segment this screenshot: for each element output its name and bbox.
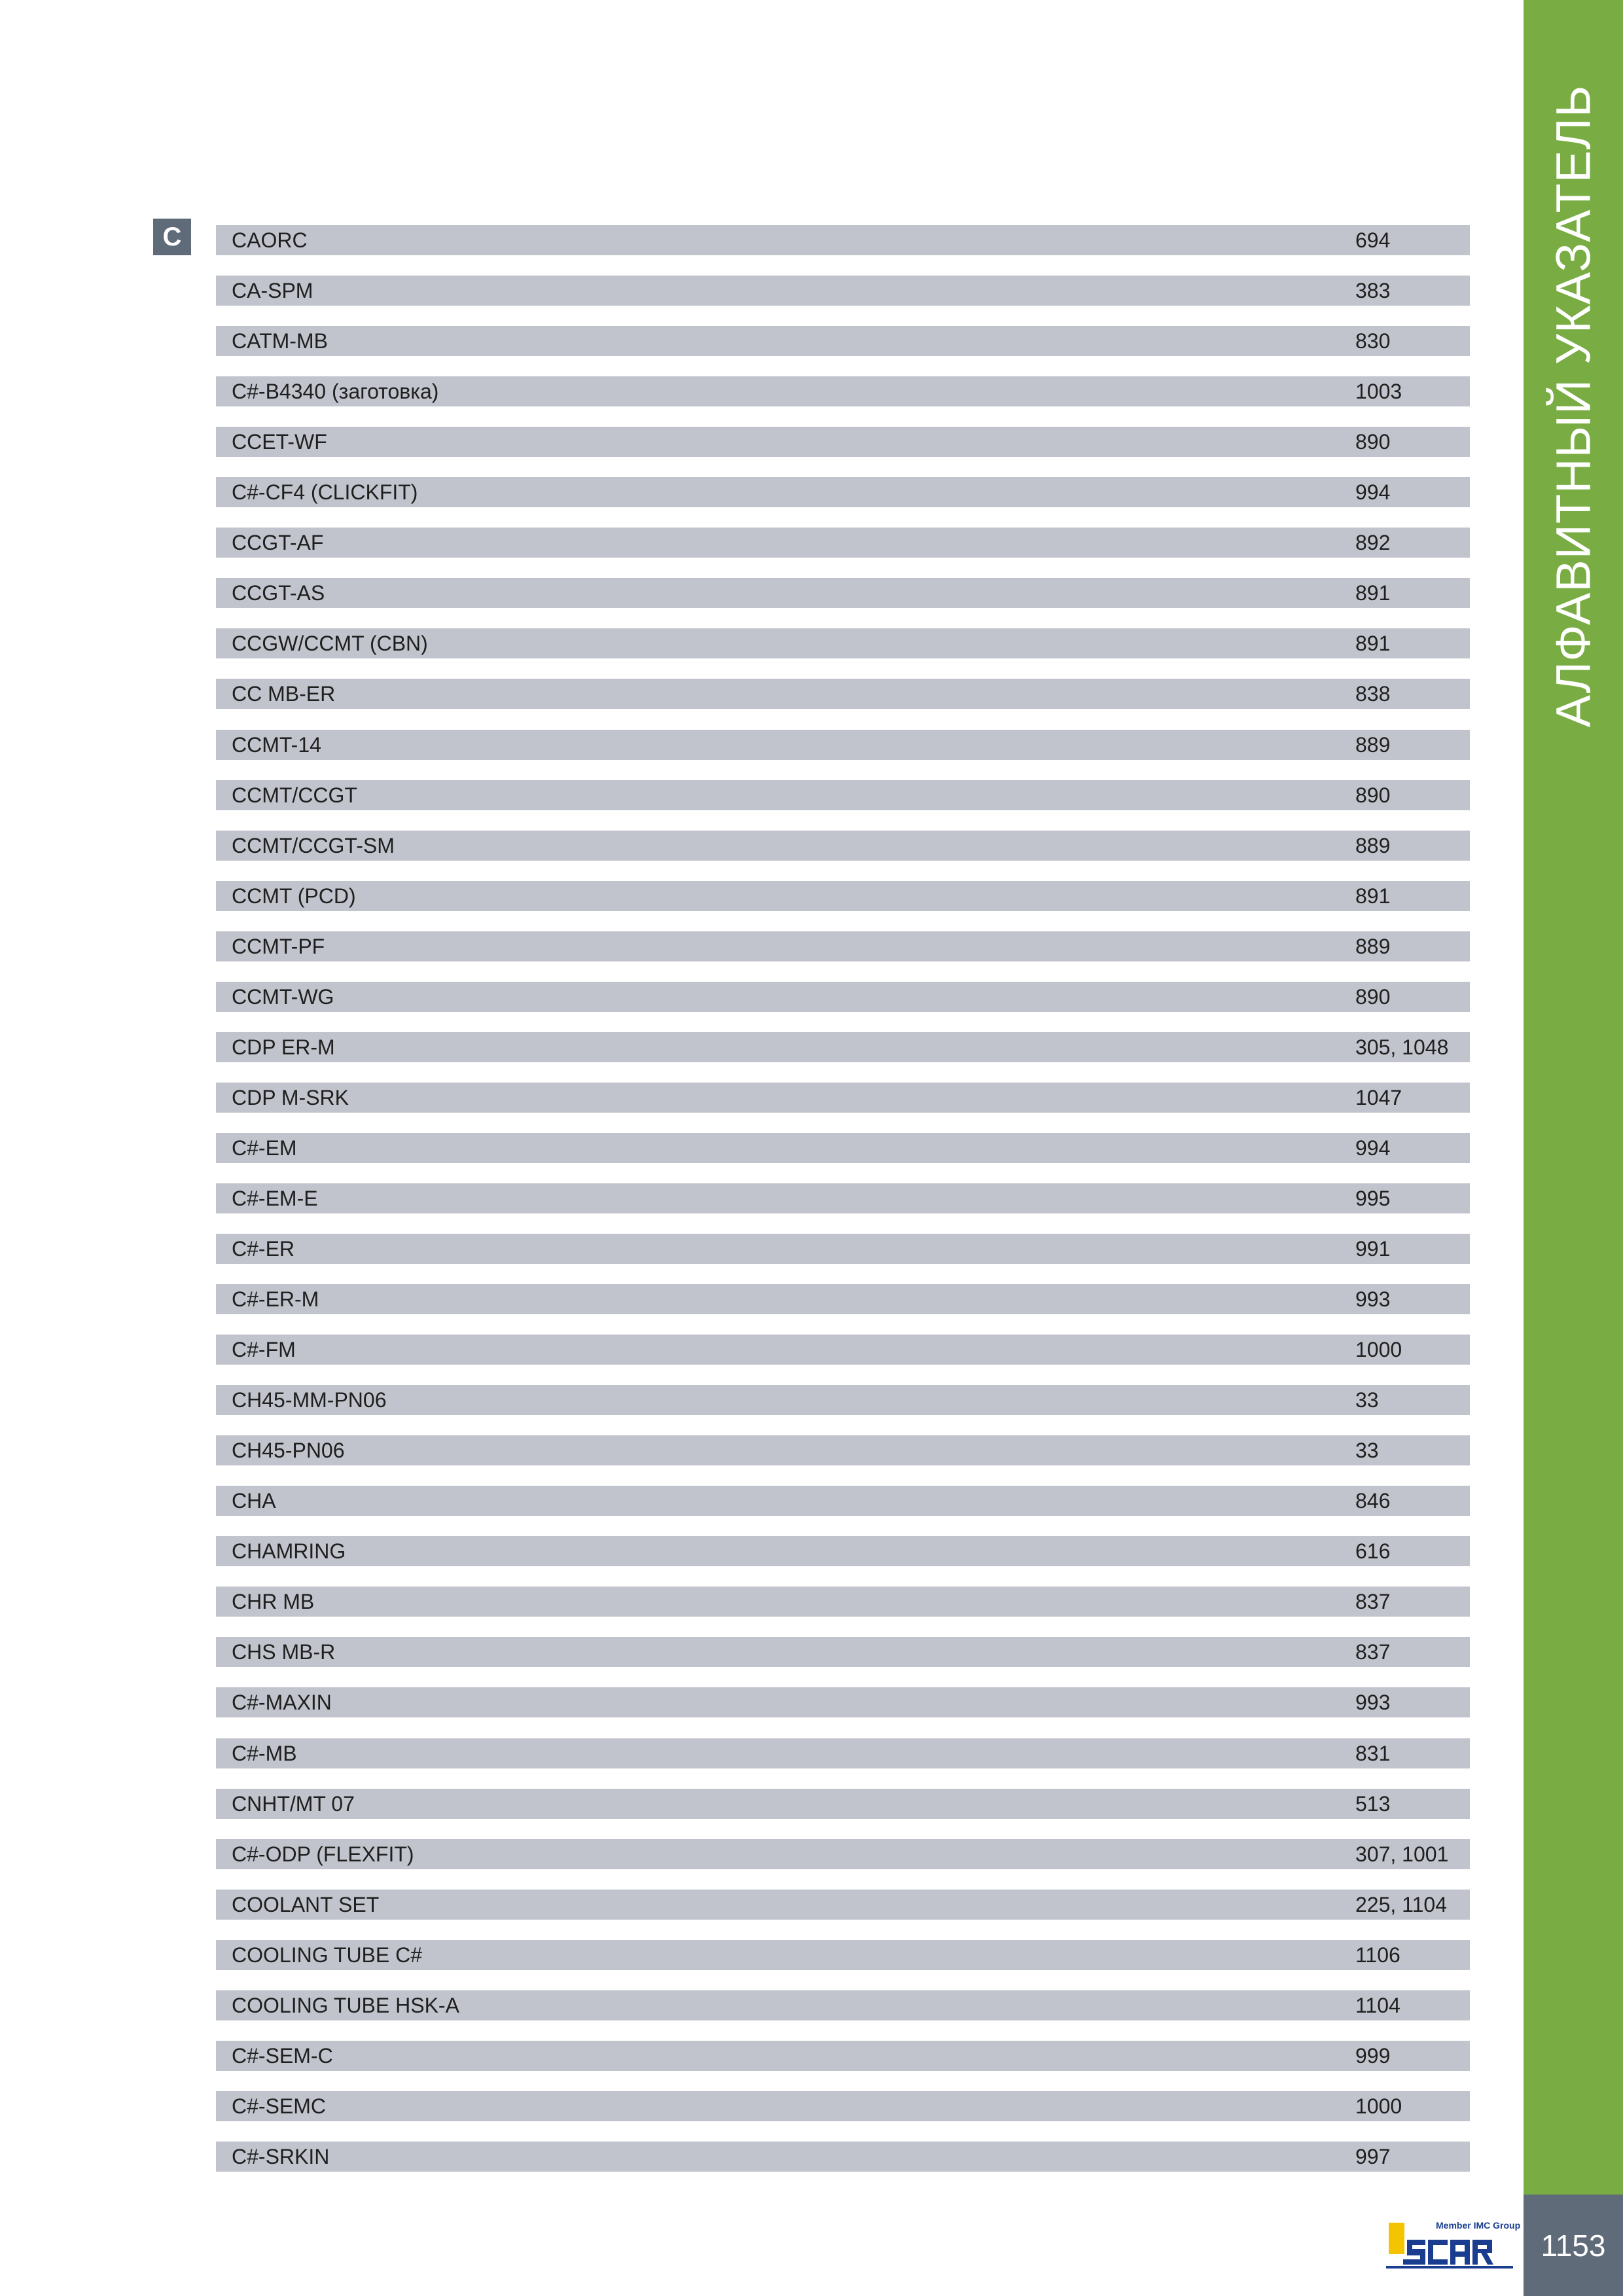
index-entry-name: CCMT/CCGT (232, 783, 357, 807)
index-entry-name: CDP M-SRK (232, 1085, 349, 1109)
index-entry-pages: 991 (1355, 1236, 1391, 1261)
index-row (216, 1990, 1470, 2020)
index-row (216, 276, 1470, 306)
index-entry-name: C#-EM (232, 1136, 297, 1160)
index-entry-pages: 616 (1355, 1539, 1391, 1563)
index-entry-pages: 890 (1355, 984, 1391, 1009)
index-entry-pages: 889 (1355, 833, 1391, 857)
index-row (216, 1385, 1470, 1415)
section-letter-badge: C (153, 219, 191, 255)
index-entry-name: CHA (232, 1488, 276, 1513)
index-entry-pages: 830 (1355, 329, 1391, 353)
index-row (216, 1335, 1470, 1365)
index-entry-name: CCET-WF (232, 429, 327, 454)
index-row (216, 1890, 1470, 1920)
index-row (216, 225, 1470, 255)
index-entry-pages: 33 (1355, 1388, 1379, 1412)
index-entry-name: C#-SRKIN (232, 2144, 330, 2168)
index-row (216, 780, 1470, 810)
index-row (216, 1738, 1470, 1768)
index-row (216, 679, 1470, 709)
index-row (216, 326, 1470, 356)
index-entry-name: C#-FM (232, 1337, 296, 1361)
index-entry-pages: 890 (1355, 783, 1391, 807)
index-entry-name: C#-CF4 (CLICKFIT) (232, 480, 418, 504)
index-row (216, 1083, 1470, 1113)
index-entry-pages: 890 (1355, 429, 1391, 454)
index-row (216, 2091, 1470, 2121)
index-row (216, 1637, 1470, 1667)
index-row (216, 1536, 1470, 1566)
index-entry-pages: 993 (1355, 1690, 1391, 1714)
index-entry-pages: 892 (1355, 530, 1391, 554)
index-entry-name: COOLANT SET (232, 1892, 380, 1916)
index-entry-name: COOLING TUBE C# (232, 1943, 423, 1967)
index-row (216, 1587, 1470, 1617)
index-entry-pages: 831 (1355, 1741, 1391, 1765)
index-entry-name: CHAMRING (232, 1539, 346, 1563)
index-entry-name: CCGT-AS (232, 581, 325, 605)
index-entry-name: CCMT-14 (232, 732, 321, 757)
index-row (216, 578, 1470, 608)
index-entry-name: CHR MB (232, 1589, 315, 1613)
index-entry-name: CCMT (PCD) (232, 884, 356, 908)
index-entry-name: CATM-MB (232, 329, 328, 353)
index-row (216, 1486, 1470, 1516)
page-number: 1153 (1524, 2195, 1623, 2296)
index-entry-name: CAORC (232, 228, 308, 252)
sidebar-title (1526, 84, 1620, 727)
index-entry-name: COOLING TUBE HSK-A (232, 1993, 459, 2017)
index-entry-pages: 993 (1355, 1287, 1391, 1311)
index-entry-pages: 994 (1355, 480, 1391, 504)
index-entry-pages: 225, 1104 (1355, 1892, 1447, 1916)
index-row (216, 881, 1470, 911)
index-entry-name: C#-MB (232, 1741, 297, 1765)
index-row (216, 1284, 1470, 1314)
index-entry-pages: 383 (1355, 278, 1391, 302)
index-entry-name: CHS MB-R (232, 1640, 336, 1664)
index-entry-pages: 694 (1355, 228, 1391, 252)
index-row (216, 730, 1470, 760)
index-entry-pages: 1000 (1355, 2094, 1402, 2118)
index-row (216, 1789, 1470, 1819)
index-row (216, 982, 1470, 1012)
index-row (216, 931, 1470, 961)
index-entry-pages: 513 (1355, 1791, 1391, 1816)
index-entry-name: C#-SEM-C (232, 2043, 333, 2068)
index-entry-pages: 846 (1355, 1488, 1391, 1513)
index-entry-name: C#-EM-E (232, 1186, 318, 1210)
index-entry-pages: 838 (1355, 681, 1391, 706)
index-row (216, 1839, 1470, 1869)
index-entry-name: CDP ER-M (232, 1035, 335, 1059)
index-entry-pages: 1106 (1355, 1943, 1400, 1967)
index-entry-pages: 889 (1355, 732, 1391, 757)
index-entry-name: CCMT-WG (232, 984, 334, 1009)
index-row (216, 427, 1470, 457)
index-entry-pages: 307, 1001 (1355, 1842, 1449, 1866)
index-entry-name: C#-SEMC (232, 2094, 327, 2118)
index-entry-name: CNHT/MT 07 (232, 1791, 355, 1816)
index-entry-pages: 1000 (1355, 1337, 1402, 1361)
index-entry-pages: 837 (1355, 1589, 1391, 1613)
index-entry-pages: 995 (1355, 1186, 1391, 1210)
index-row (216, 376, 1470, 406)
index-row (216, 1183, 1470, 1213)
index-entry-name: C#-ER (232, 1236, 295, 1261)
index-entry-pages: 891 (1355, 884, 1391, 908)
index-row (216, 1435, 1470, 1465)
index-entry-name: C#-MAXIN (232, 1690, 332, 1714)
index-entry-name: C#-ODP (FLEXFIT) (232, 1842, 414, 1866)
index-row (216, 2041, 1470, 2071)
index-entry-name: CH45-PN06 (232, 1438, 345, 1462)
index-entry-pages: 305, 1048 (1355, 1035, 1449, 1059)
index-entry-pages: 889 (1355, 934, 1391, 958)
logo-tagline: Member IMC Group (1436, 2220, 1521, 2231)
index-row (216, 1940, 1470, 1970)
index-entry-pages: 891 (1355, 631, 1391, 655)
index-entry-pages: 1047 (1355, 1085, 1402, 1109)
index-row (216, 528, 1470, 558)
sidebar-title-text: АЛФАВИТНЫЙ УКАЗАТЕЛЬ (1546, 84, 1601, 727)
index-entry-pages: 994 (1355, 1136, 1391, 1160)
index-row (216, 2142, 1470, 2172)
index-row (216, 1234, 1470, 1264)
index-entry-name: CA-SPM (232, 278, 313, 302)
index-row (216, 477, 1470, 507)
index-row (216, 1032, 1470, 1062)
index-entry-name: CCGT-AF (232, 530, 324, 554)
index-entry-name: CC MB-ER (232, 681, 336, 706)
index-entry-name: C#-B4340 (заготовка) (232, 379, 439, 403)
index-row (216, 1687, 1470, 1717)
index-row (216, 628, 1470, 658)
index-entry-pages: 997 (1355, 2144, 1391, 2168)
index-row (216, 831, 1470, 861)
index-entry-pages: 837 (1355, 1640, 1391, 1664)
index-entry-name: CH45-MM-PN06 (232, 1388, 387, 1412)
index-entry-name: C#-ER-M (232, 1287, 319, 1311)
index-entry-pages: 33 (1355, 1438, 1379, 1462)
index-entry-pages: 999 (1355, 2043, 1391, 2068)
index-entry-pages: 891 (1355, 581, 1391, 605)
index-entry-pages: 1003 (1355, 379, 1402, 403)
index-entry-name: CCGW/CCMT (CBN) (232, 631, 428, 655)
index-row (216, 1133, 1470, 1163)
index-entry-name: CCMT/CCGT-SM (232, 833, 395, 857)
index-entry-pages: 1104 (1355, 1993, 1400, 2017)
index-entry-name: CCMT-PF (232, 934, 325, 958)
